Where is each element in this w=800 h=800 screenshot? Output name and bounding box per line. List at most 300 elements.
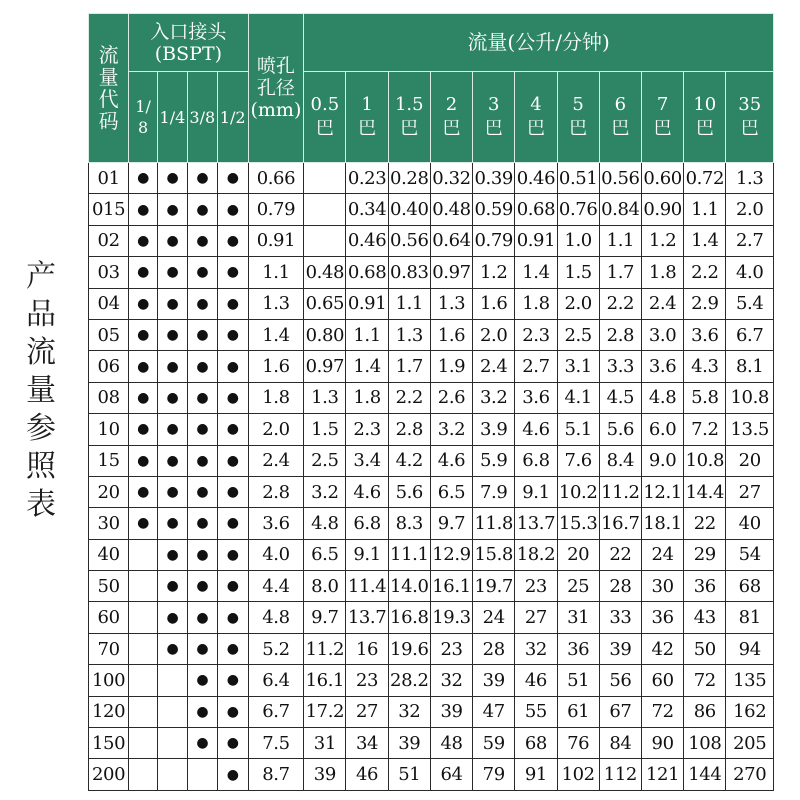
flow-rate-cell: 0.46 xyxy=(346,225,388,256)
inlet-availability-cell: ● xyxy=(158,382,188,413)
flow-rate-cell: 0.28 xyxy=(388,163,430,194)
inlet-availability-cell: ● xyxy=(158,351,188,382)
flow-code-cell: 120 xyxy=(89,696,129,727)
flow-rate-cell: 46 xyxy=(346,759,388,790)
flow-rate-cell: 1.4 xyxy=(346,351,388,382)
flow-rate-cell: 64 xyxy=(430,759,472,790)
flow-code-cell: 06 xyxy=(89,351,129,382)
flow-rate-cell: 2.4 xyxy=(641,288,683,319)
flow-rate-cell: 4.2 xyxy=(388,445,430,476)
flow-rate-cell: 39 xyxy=(599,633,641,664)
table-row xyxy=(89,476,774,507)
flow-rate-cell: 15.3 xyxy=(557,508,599,539)
flow-rate-cell: 1.5 xyxy=(304,414,346,445)
flow-rate-cell: 0.83 xyxy=(388,257,430,288)
inlet-availability-cell: ● xyxy=(217,382,248,413)
flow-code-header xyxy=(89,14,129,163)
inlet-availability-cell: ● xyxy=(187,225,217,256)
pressure-unit: 巴 xyxy=(315,118,334,139)
table-row xyxy=(89,759,774,790)
flow-rate-cell: 11.2 xyxy=(304,633,346,664)
flow-rate-cell: 2.7 xyxy=(515,351,557,382)
flow-rate-cell: 10.8 xyxy=(726,382,774,413)
flow-rate-cell: 108 xyxy=(684,728,726,759)
flow-rate-cell: 4.6 xyxy=(346,476,388,507)
flow-rate-cell: 1.1 xyxy=(599,225,641,256)
flow-rate-cell: 7.9 xyxy=(473,476,515,507)
flow-rate-cell: 10.2 xyxy=(557,476,599,507)
inlet-availability-cell: ● xyxy=(217,476,248,507)
flow-rate-cell: 4.6 xyxy=(430,445,472,476)
orifice-diameter-cell: 5.2 xyxy=(248,633,304,664)
flow-code-cell: 04 xyxy=(89,288,129,319)
flow-rate-cell: 112 xyxy=(599,759,641,790)
inlet-availability-cell: ● xyxy=(158,508,188,539)
side-title-char: 流 xyxy=(26,335,56,370)
flow-rate-cell: 3.6 xyxy=(641,351,683,382)
inlet-availability-cell: ● xyxy=(158,602,188,633)
flow-rate-cell: 7.6 xyxy=(557,445,599,476)
flow-rate-cell: 84 xyxy=(599,728,641,759)
inlet-availability-cell: ● xyxy=(158,288,188,319)
inlet-availability-cell: ● xyxy=(129,163,158,194)
flow-rate-cell: 3.0 xyxy=(641,319,683,350)
flow-rate-cell: 32 xyxy=(515,633,557,664)
flow-rate-cell: 8.4 xyxy=(599,445,641,476)
pressure-header xyxy=(515,72,557,163)
flow-rate-cell: 5.8 xyxy=(684,382,726,413)
flow-rate-cell: 0.91 xyxy=(346,288,388,319)
flow-rate-cell: 9.0 xyxy=(641,445,683,476)
inlet-availability-cell: ● xyxy=(187,163,217,194)
flow-rate-cell: 5.6 xyxy=(599,414,641,445)
inlet-size-header xyxy=(187,72,217,163)
pressure-header xyxy=(473,72,515,163)
inlet-availability-cell: ● xyxy=(187,257,217,288)
flow-rate-cell: 9.1 xyxy=(515,476,557,507)
inlet-availability-cell: ● xyxy=(217,728,248,759)
inlet-availability-cell: ● xyxy=(129,225,158,256)
inlet-availability-cell xyxy=(187,759,217,790)
flow-rate-cell: 6.8 xyxy=(346,508,388,539)
orifice-diameter-cell: 2.8 xyxy=(248,476,304,507)
inlet-availability-cell: ● xyxy=(129,414,158,445)
flow-rate-cell: 39 xyxy=(430,696,472,727)
inlet-availability-cell: ● xyxy=(187,288,217,319)
flow-rate-cell: 5.1 xyxy=(557,414,599,445)
flow-rate-cell: 23 xyxy=(346,665,388,696)
orifice-diameter-header xyxy=(248,14,304,163)
flow-rate-cell: 16.7 xyxy=(599,508,641,539)
flow-rate-cell: 2.3 xyxy=(346,414,388,445)
table-row xyxy=(89,539,774,570)
flow-rate-cell: 2.8 xyxy=(388,414,430,445)
flow-rate-cell: 3.1 xyxy=(557,351,599,382)
flow-rate-cell: 56 xyxy=(599,665,641,696)
inlet-availability-cell: ● xyxy=(217,759,248,790)
inlet-availability-cell: ● xyxy=(158,194,188,225)
table-row xyxy=(89,163,774,194)
flow-rate-cell: 2.5 xyxy=(557,319,599,350)
flow-rate-cell: 0.56 xyxy=(599,163,641,194)
flow-rate-cell xyxy=(304,225,346,256)
inlet-availability-cell: ● xyxy=(158,445,188,476)
inlet-availability-cell: ● xyxy=(187,696,217,727)
flow-rate-cell: 1.8 xyxy=(515,288,557,319)
flow-rate-cell: 86 xyxy=(684,696,726,727)
orifice-diameter-cell: 0.91 xyxy=(248,225,304,256)
flow-rate-cell: 36 xyxy=(557,633,599,664)
flow-rate-cell: 0.51 xyxy=(557,163,599,194)
flow-rate-cell: 0.34 xyxy=(346,194,388,225)
flow-rate-cell: 1.3 xyxy=(430,288,472,319)
flow-rate-cell: 11.8 xyxy=(473,508,515,539)
flow-rate-cell: 1.5 xyxy=(557,257,599,288)
table-row xyxy=(89,257,774,288)
flow-rate-cell: 2.2 xyxy=(684,257,726,288)
flow-rate-cell: 6.5 xyxy=(304,539,346,570)
flow-rate-cell: 25 xyxy=(557,571,599,602)
pressure-header xyxy=(388,72,430,163)
inlet-availability-cell: ● xyxy=(158,163,188,194)
orifice-diameter-cell: 8.7 xyxy=(248,759,304,790)
flow-rate-cell: 61 xyxy=(557,696,599,727)
pressure-unit: 巴 xyxy=(526,118,545,139)
flow-rate-cell: 0.97 xyxy=(430,257,472,288)
flow-rate-cell: 1.1 xyxy=(346,319,388,350)
pressure-value: 1 xyxy=(361,94,373,115)
pressure-value: 35 xyxy=(738,94,762,115)
inlet-availability-cell: ● xyxy=(158,257,188,288)
flow-rate-cell: 36 xyxy=(641,602,683,633)
table-row xyxy=(89,225,774,256)
inlet-availability-cell: ● xyxy=(187,414,217,445)
flow-code-cell: 02 xyxy=(89,225,129,256)
inlet-availability-cell: ● xyxy=(129,445,158,476)
flow-rate-cell: 72 xyxy=(684,665,726,696)
inlet-availability-cell xyxy=(129,759,158,790)
flow-rate-cell: 3.9 xyxy=(473,414,515,445)
flow-rate-cell: 3.6 xyxy=(684,319,726,350)
flow-rate-cell: 205 xyxy=(726,728,774,759)
pressure-value: 3 xyxy=(487,94,500,115)
inlet-availability-cell xyxy=(129,633,158,664)
flow-rate-cell: 16.1 xyxy=(430,571,472,602)
inlet-availability-cell xyxy=(129,665,158,696)
flow-rate-cell: 17.2 xyxy=(304,696,346,727)
table-row xyxy=(89,414,774,445)
flow-rate-cell: 4.6 xyxy=(515,414,557,445)
flow-rate-cell: 0.46 xyxy=(515,163,557,194)
inlet-availability-cell: ● xyxy=(158,225,188,256)
inlet-availability-cell: ● xyxy=(217,508,248,539)
inlet-availability-cell xyxy=(129,539,158,570)
flow-rate-cell: 22 xyxy=(684,508,726,539)
flow-rate-cell: 0.40 xyxy=(388,194,430,225)
inlet-availability-cell: ● xyxy=(217,571,248,602)
flow-rate-cell: 19.3 xyxy=(430,602,472,633)
table-row xyxy=(89,382,774,413)
flow-rate-cell: 0.97 xyxy=(304,351,346,382)
flow-code-header-char: 码 xyxy=(98,109,119,133)
orifice-diameter-cell: 1.6 xyxy=(248,351,304,382)
pressure-unit: 巴 xyxy=(695,118,714,139)
flow-rate-cell: 2.0 xyxy=(557,288,599,319)
flow-rate-cell: 9.1 xyxy=(346,539,388,570)
table-row xyxy=(89,665,774,696)
flow-rate-cell: 0.68 xyxy=(515,194,557,225)
flow-rate-cell: 32 xyxy=(430,665,472,696)
inlet-availability-cell: ● xyxy=(217,665,248,696)
flow-rate-cell: 4.1 xyxy=(557,382,599,413)
flow-rate-cell: 22 xyxy=(599,539,641,570)
pressure-value: 1.5 xyxy=(394,94,424,115)
flow-rate-cell: 121 xyxy=(641,759,683,790)
pressure-unit: 巴 xyxy=(400,118,419,139)
flow-rate-cell: 14.4 xyxy=(684,476,726,507)
flow-rate-cell: 6.5 xyxy=(430,476,472,507)
pressure-unit: 巴 xyxy=(484,118,503,139)
flow-rate-cell: 3.2 xyxy=(473,382,515,413)
pressure-header xyxy=(599,72,641,163)
orifice-diameter-cell: 0.79 xyxy=(248,194,304,225)
flow-code-cell: 200 xyxy=(89,759,129,790)
pressure-unit: 巴 xyxy=(611,118,630,139)
inlet-size-header xyxy=(217,72,248,163)
flow-rate-cell: 1.8 xyxy=(641,257,683,288)
flow-rate-cell: 11.1 xyxy=(388,539,430,570)
flow-rate-cell: 4.8 xyxy=(641,382,683,413)
flow-code-cell: 03 xyxy=(89,257,129,288)
flow-rate-cell: 2.0 xyxy=(726,194,774,225)
inlet-availability-cell: ● xyxy=(217,539,248,570)
flow-rate-cell: 11.2 xyxy=(599,476,641,507)
pressure-value: 4 xyxy=(530,94,542,115)
flow-rate-cell: 12.1 xyxy=(641,476,683,507)
flow-rate-cell: 39 xyxy=(388,728,430,759)
flow-rate-cell: 16.1 xyxy=(304,665,346,696)
pressure-unit: 巴 xyxy=(740,118,759,139)
table-row xyxy=(89,194,774,225)
flow-rate-cell: 27 xyxy=(515,602,557,633)
flow-code-cell: 150 xyxy=(89,728,129,759)
side-title-char: 照 xyxy=(26,449,56,484)
flow-rate-cell: 4.8 xyxy=(304,508,346,539)
inlet-availability-cell xyxy=(129,728,158,759)
flow-rate-cell: 60 xyxy=(641,665,683,696)
flow-rate-cell: 16.8 xyxy=(388,602,430,633)
side-title-char: 表 xyxy=(26,487,56,522)
pressure-unit: 巴 xyxy=(442,118,461,139)
flow-rate-cell: 19.6 xyxy=(388,633,430,664)
flow-rate-cell: 1.2 xyxy=(641,225,683,256)
inlet-availability-cell xyxy=(158,759,188,790)
inlet-size-label: 1/4 xyxy=(159,107,186,127)
flow-rate-cell: 0.72 xyxy=(684,163,726,194)
pressure-header xyxy=(557,72,599,163)
flow-code-cell: 01 xyxy=(89,163,129,194)
flow-rate-cell xyxy=(304,194,346,225)
flow-code-cell: 20 xyxy=(89,476,129,507)
flow-rate-cell: 28 xyxy=(599,571,641,602)
flow-rate-cell: 68 xyxy=(726,571,774,602)
pressure-value: 10 xyxy=(693,94,717,115)
inlet-availability-cell xyxy=(129,696,158,727)
flow-rate-cell: 39 xyxy=(304,759,346,790)
orifice-diameter-cell: 1.1 xyxy=(248,257,304,288)
inlet-availability-cell: ● xyxy=(187,571,217,602)
orifice-label-2: 孔径 xyxy=(256,77,295,99)
inlet-availability-cell: ● xyxy=(217,257,248,288)
inlet-availability-cell: ● xyxy=(129,257,158,288)
inlet-availability-cell: ● xyxy=(158,571,188,602)
table-row xyxy=(89,633,774,664)
inlet-availability-cell xyxy=(129,571,158,602)
flow-rate-cell: 90 xyxy=(641,728,683,759)
flow-rate-cell: 12.9 xyxy=(430,539,472,570)
flow-rate-cell: 5.4 xyxy=(726,288,774,319)
flow-rate-cell: 16 xyxy=(346,633,388,664)
inlet-availability-cell: ● xyxy=(158,319,188,350)
flow-rate-cell: 79 xyxy=(473,759,515,790)
flow-rate-cell: 50 xyxy=(684,633,726,664)
orifice-diameter-cell: 2.0 xyxy=(248,414,304,445)
table-row xyxy=(89,445,774,476)
flow-code-cell: 05 xyxy=(89,319,129,350)
flow-rate-cell: 32 xyxy=(388,696,430,727)
flow-rate-cell: 0.76 xyxy=(557,194,599,225)
flow-code-header-char: 代 xyxy=(98,87,119,111)
inlet-availability-cell: ● xyxy=(217,414,248,445)
flow-rate-cell: 5.9 xyxy=(473,445,515,476)
flow-rate-cell: 1.9 xyxy=(430,351,472,382)
flow-code-cell: 100 xyxy=(89,665,129,696)
inlet-connector-standard: (BSPT) xyxy=(154,42,223,65)
inlet-availability-cell: ● xyxy=(187,665,217,696)
flow-rate-cell: 0.84 xyxy=(599,194,641,225)
inlet-availability-cell: ● xyxy=(129,288,158,319)
inlet-connector-header xyxy=(129,14,248,72)
flow-rate-cell: 23 xyxy=(430,633,472,664)
table-row xyxy=(89,728,774,759)
inlet-availability-cell: ● xyxy=(129,194,158,225)
flow-rate-cell: 8.3 xyxy=(388,508,430,539)
flow-rate-cell: 46 xyxy=(515,665,557,696)
flow-rate-cell: 91 xyxy=(515,759,557,790)
flow-rate-cell: 68 xyxy=(515,728,557,759)
inlet-availability-cell: ● xyxy=(158,476,188,507)
flow-code-cell: 015 xyxy=(89,194,129,225)
flow-rate-cell: 1.6 xyxy=(473,288,515,319)
flow-rate-cell: 19.7 xyxy=(473,571,515,602)
orifice-diameter-cell: 0.66 xyxy=(248,163,304,194)
flow-rate-cell: 72 xyxy=(641,696,683,727)
flow-rate-cell: 0.64 xyxy=(430,225,472,256)
flow-rate-cell: 3.4 xyxy=(346,445,388,476)
flow-rate-cell: 2.2 xyxy=(388,382,430,413)
flow-rate-cell: 1.1 xyxy=(388,288,430,319)
flow-code-cell: 10 xyxy=(89,414,129,445)
orifice-unit: (mm) xyxy=(250,99,302,121)
table-row xyxy=(89,319,774,350)
side-title-char: 产 xyxy=(26,259,56,294)
flow-rate-cell: 55 xyxy=(515,696,557,727)
table-row xyxy=(89,696,774,727)
flow-rate-cell: 0.32 xyxy=(430,163,472,194)
flow-rate-cell: 0.48 xyxy=(304,257,346,288)
flow-rate-cell: 1.1 xyxy=(684,194,726,225)
orifice-label-1: 喷孔 xyxy=(256,55,295,77)
inlet-availability-cell: ● xyxy=(217,319,248,350)
orifice-diameter-cell: 4.0 xyxy=(248,539,304,570)
orifice-diameter-cell: 6.7 xyxy=(248,696,304,727)
pressure-value: 7 xyxy=(656,94,669,115)
flow-rate-cell: 30 xyxy=(641,571,683,602)
inlet-availability-cell: ● xyxy=(187,728,217,759)
inlet-availability-cell: ● xyxy=(217,194,248,225)
flow-rate-cell xyxy=(304,163,346,194)
flow-code-cell: 15 xyxy=(89,445,129,476)
flow-rate-cell: 0.79 xyxy=(473,225,515,256)
inlet-availability-cell: ● xyxy=(187,319,217,350)
inlet-availability-cell: ● xyxy=(187,602,217,633)
flow-rate-cell: 2.8 xyxy=(599,319,641,350)
inlet-availability-cell: ● xyxy=(217,288,248,319)
flow-rate-cell: 59 xyxy=(473,728,515,759)
pressure-header xyxy=(726,72,774,163)
inlet-availability-cell xyxy=(158,728,188,759)
flow-rate-cell: 2.7 xyxy=(726,225,774,256)
flow-rate-cell: 36 xyxy=(684,571,726,602)
flow-rate-cell: 23 xyxy=(515,571,557,602)
flow-code-header-char: 量 xyxy=(98,65,119,89)
pressure-value: 0.5 xyxy=(310,94,340,115)
pressure-unit: 巴 xyxy=(653,118,672,139)
inlet-availability-cell: ● xyxy=(129,319,158,350)
pressure-header xyxy=(641,72,683,163)
side-title xyxy=(18,258,64,524)
flow-rate-cell: 51 xyxy=(388,759,430,790)
pressure-value: 5 xyxy=(572,94,584,115)
inlet-availability-cell: ● xyxy=(129,382,158,413)
inlet-availability-cell: ● xyxy=(217,633,248,664)
flow-rate-cell: 4.0 xyxy=(726,257,774,288)
flow-rate-cell: 0.65 xyxy=(304,288,346,319)
flow-rate-cell: 13.5 xyxy=(726,414,774,445)
inlet-availability-cell: ● xyxy=(187,382,217,413)
flow-rate-cell: 3.3 xyxy=(599,351,641,382)
pressure-header xyxy=(430,72,472,163)
flow-rate-cell: 5.6 xyxy=(388,476,430,507)
flow-rate-cell: 0.80 xyxy=(304,319,346,350)
flow-rate-cell: 40 xyxy=(726,508,774,539)
flow-rate-cell: 0.39 xyxy=(473,163,515,194)
flow-rate-cell: 18.2 xyxy=(515,539,557,570)
table-row xyxy=(89,602,774,633)
flow-rate-cell: 2.2 xyxy=(599,288,641,319)
flow-code-cell: 70 xyxy=(89,633,129,664)
flow-rate-cell: 1.6 xyxy=(430,319,472,350)
flow-rate-cell: 27 xyxy=(346,696,388,727)
flow-rate-cell: 1.3 xyxy=(304,382,346,413)
flow-rate-cell: 39 xyxy=(473,665,515,696)
flow-code-cell: 60 xyxy=(89,602,129,633)
flow-rate-cell: 270 xyxy=(726,759,774,790)
flow-rate-cell: 34 xyxy=(346,728,388,759)
flow-rate-cell: 51 xyxy=(557,665,599,696)
flow-rate-cell: 0.23 xyxy=(346,163,388,194)
flow-rate-cell: 1.4 xyxy=(515,257,557,288)
